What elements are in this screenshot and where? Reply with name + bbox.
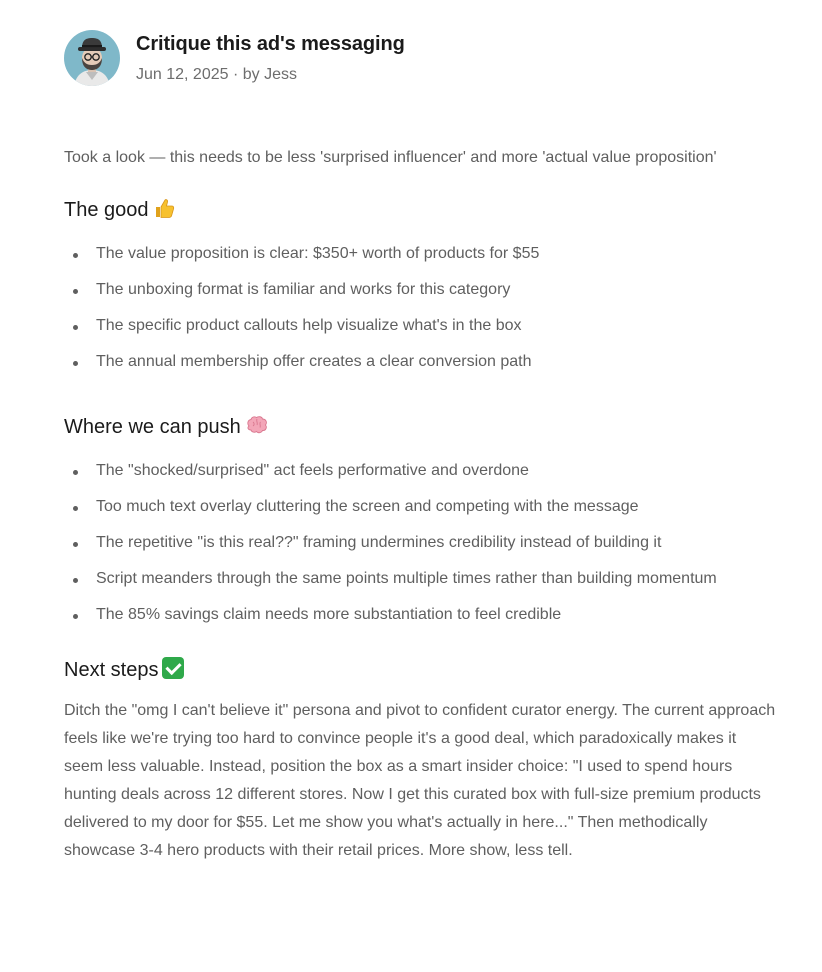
- bullet-icon: [73, 470, 78, 475]
- post-byline: Jun 12, 2025 · by Jess: [136, 66, 297, 83]
- post-meta: [136, 30, 405, 85]
- post-container: [64, 30, 784, 865]
- bullet-icon: [73, 289, 78, 294]
- intro-text: Took a look — this needs to be less 'surprised influencer' and more 'actual value proposition': [64, 149, 717, 166]
- list-item: [64, 244, 784, 264]
- list-item: [64, 352, 784, 372]
- avatar[interactable]: [64, 30, 120, 86]
- section-heading-good: [64, 197, 784, 226]
- list-item: [64, 605, 784, 625]
- list-item: [64, 316, 784, 336]
- bullet-icon: [73, 578, 78, 583]
- list-item-text: The unboxing format is familiar and works for this category: [96, 281, 511, 298]
- list-item: [64, 280, 784, 300]
- list-item-text: Too much text overlay cluttering the screen and competing with the message: [96, 498, 639, 515]
- bullet-icon: [73, 361, 78, 366]
- list-item-text: The annual membership offer creates a clear conversion path: [96, 353, 532, 370]
- bullet-icon: [73, 325, 78, 330]
- brain-icon: [245, 414, 269, 443]
- heading-text: The good: [64, 199, 149, 221]
- post-title: Critique this ad's messaging: [136, 33, 405, 55]
- list-item: [64, 461, 784, 481]
- list-item-text: The value proposition is clear: $350+ worth of products for $55: [96, 245, 540, 262]
- next-steps-body: Ditch the "omg I can't believe it" persona and pivot to confident curator energy. The current approach feels like we're trying too hard to convince people it's a good deal, which paradoxically makes it seem less valuable. Instead, position the box as a smart insider choice: "I used to spend hours hunting deals across 12 different stores. Now I get this curated box with full-size premium products delivered to my door for $55. Let me show you what's actually in here..." Then methodically showcase 3-4 hero products with their retail prices. More show, less tell.: [64, 702, 776, 859]
- list-good: [64, 244, 784, 372]
- list-item-text: Script meanders through the same points multiple times rather than building momentum: [96, 570, 717, 587]
- check-mark-icon: [162, 657, 184, 679]
- list-item: [64, 533, 784, 553]
- bullet-icon: [73, 614, 78, 619]
- heading-text: Next steps: [64, 659, 159, 681]
- list-push: [64, 461, 784, 625]
- section-heading-next: [64, 657, 784, 683]
- bullet-icon: [73, 253, 78, 258]
- list-item-text: The specific product callouts help visualize what's in the box: [96, 317, 522, 334]
- list-item-text: The "shocked/surprised" act feels performative and overdone: [96, 462, 529, 479]
- bullet-icon: [73, 506, 78, 511]
- heading-text: Where we can push: [64, 416, 241, 438]
- list-item: [64, 497, 784, 517]
- list-item-text: The repetitive "is this real??" framing undermines credibility instead of building it: [96, 534, 662, 551]
- list-item-text: The 85% savings claim needs more substantiation to feel credible: [96, 606, 562, 623]
- thumbs-up-icon: [153, 197, 175, 226]
- post-header: [64, 30, 784, 90]
- list-item: [64, 569, 784, 589]
- section-heading-push: [64, 414, 784, 443]
- bullet-icon: [73, 542, 78, 547]
- avatar-portrait-icon: [64, 30, 120, 86]
